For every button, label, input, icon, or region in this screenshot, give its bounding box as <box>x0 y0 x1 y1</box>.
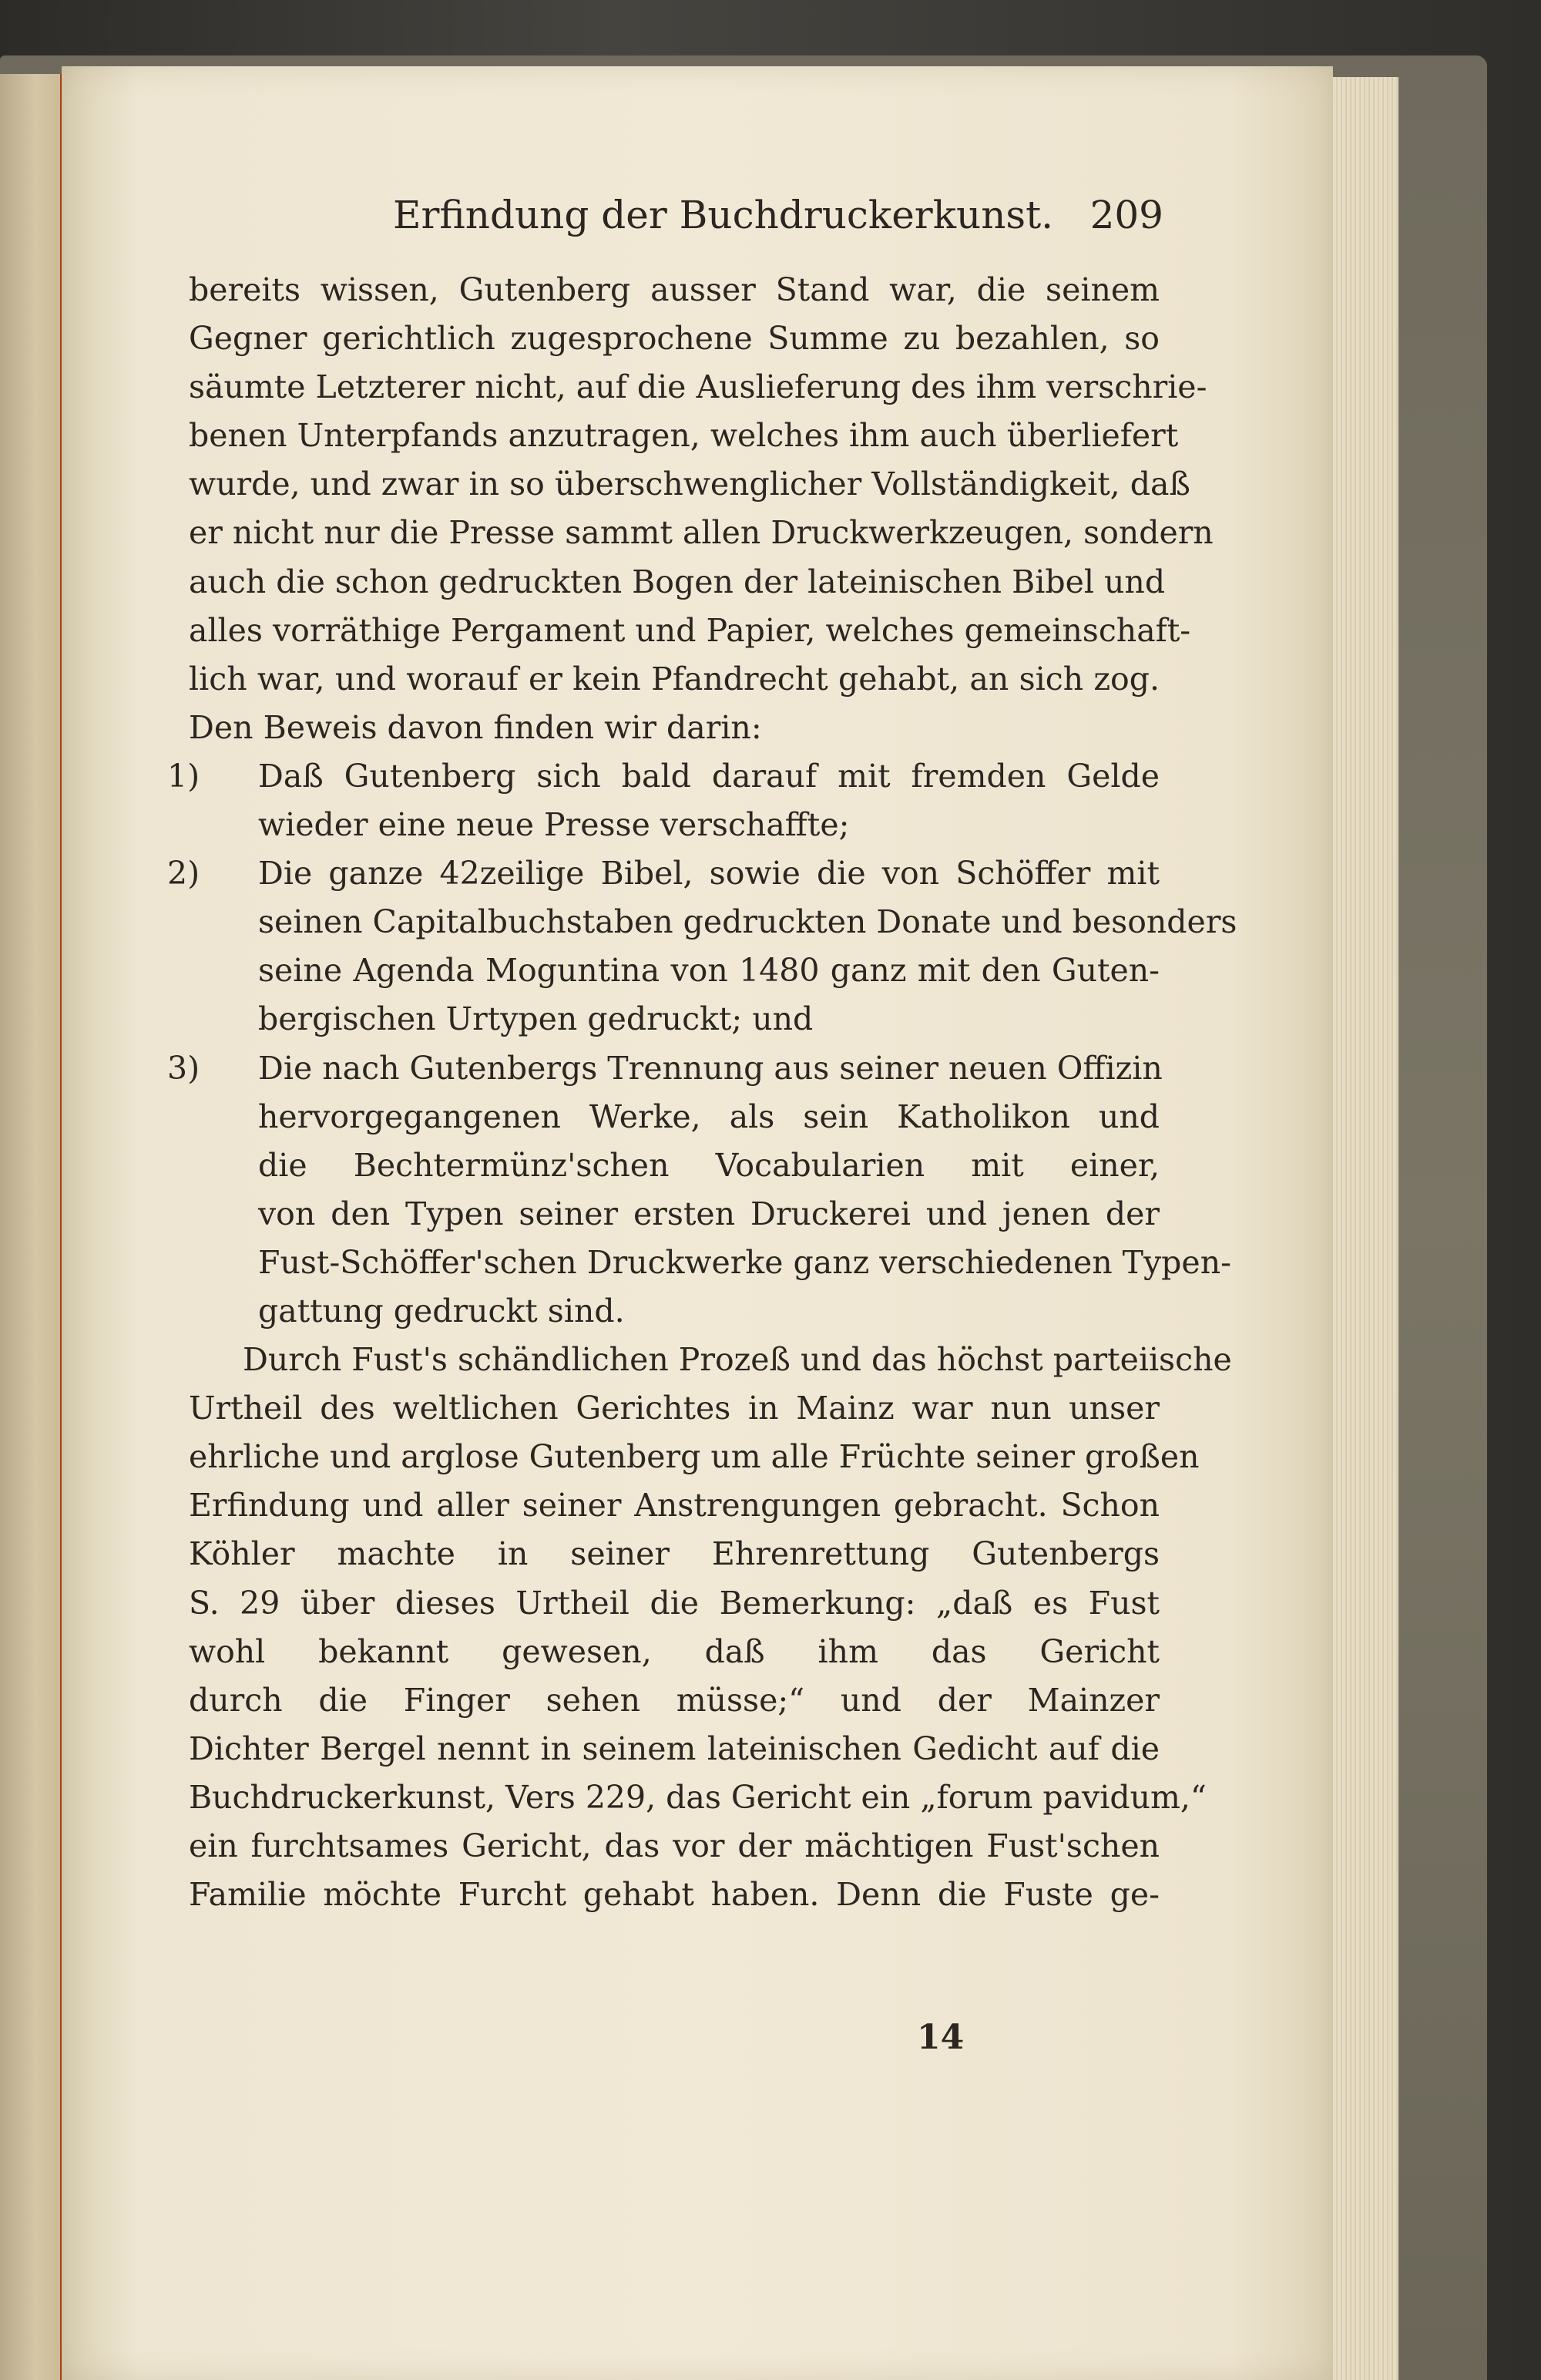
closing-paragraph <box>189 1336 1232 1919</box>
text-line: Köhler machte in seiner Ehrenrettung Gutenbergs <box>189 1535 1160 1573</box>
text-line: bergischen Urtypen gedruckt; und <box>258 1000 814 1038</box>
text-line: die Bechtermünz'schen Vocabularien mit einer, <box>258 1146 1160 1184</box>
text-line: Die nach Gutenbergs Trennung aus seiner neuen Offizin <box>258 1049 1163 1087</box>
text-line: ein furchtsames Gericht, das vor der mächtigen Fust'schen <box>189 1827 1160 1864</box>
list-item-2 <box>167 849 1237 1044</box>
text-line: alles vorräthige Pergament und Papier, welches gemeinschaft- <box>189 611 1191 649</box>
list-item-number: 3) <box>167 1049 200 1087</box>
text-line: Fust-Schöffer'schen Druckwerke ganz verschiedenen Typen- <box>258 1243 1231 1281</box>
text-line: Die ganze 42zeilige Bibel, sowie die von Schöffer mit <box>258 855 1160 892</box>
list-item-1 <box>167 752 1160 849</box>
text-line: wieder eine neue Presse verschaffte; <box>258 806 850 844</box>
text-line: Buchdruckerkunst, Vers 229, das Gericht ein „forum pavidum,“ <box>189 1778 1207 1816</box>
text-line: benen Unterpfands anzutragen, welches ihm auch überliefert <box>189 417 1179 455</box>
running-head: Erfindung der Buchdruckerkunst. <box>393 193 1054 237</box>
intro-paragraph <box>189 266 1214 752</box>
text-line: gattung gedruckt sind. <box>258 1292 625 1330</box>
text-line: durch die Finger sehen müsse;“ und der Mainzer <box>189 1681 1160 1719</box>
list-item-number: 2) <box>167 855 200 892</box>
text-line: Dichter Bergel nennt in seinem lateinischen Gedicht auf die <box>189 1730 1160 1767</box>
text-line: wurde, und zwar in so überschwenglicher Vollständigkeit, daß <box>189 466 1190 503</box>
text-line: bereits wissen, Gutenberg ausser Stand war, die seinem <box>189 271 1160 308</box>
text-line: Gegner gerichtlich zugesprochene Summe zu bezahlen, so <box>189 320 1160 358</box>
text-line: Durch Fust's schändlichen Prozeß und das höchst parteiische <box>243 1341 1232 1379</box>
page-body <box>167 266 1237 1919</box>
signature-mark: 14 <box>917 2018 965 2057</box>
text-line: S. 29 über dieses Urtheil die Bemerkung: „daß es Fust <box>189 1584 1160 1622</box>
text-line: lich war, und worauf er kein Pfandrecht gehabt, an sich zog. <box>189 660 1160 698</box>
text-line: hervorgegangenen Werke, als sein Katholikon und <box>258 1098 1160 1135</box>
text-line: Erfindung und aller seiner Anstrengungen gebracht. Schon <box>189 1487 1160 1524</box>
text-line: säumte Letzterer nicht, auf die Auslieferung des ihm verschrie- <box>189 368 1207 406</box>
text-line: auch die schon gedruckten Bogen der lateinischen Bibel und <box>189 563 1166 600</box>
page-header <box>131 193 1163 254</box>
text-line: er nicht nur die Presse sammt allen Druckwerkzeugen, sondern <box>189 514 1214 552</box>
text-line: wohl bekannt gewesen, daß ihm das Gericht <box>189 1632 1160 1670</box>
text-line: Urtheil des weltlichen Gerichtes in Mainz war nun unser <box>189 1390 1160 1427</box>
text-line: von den Typen seiner ersten Druckerei und jenen der <box>258 1195 1160 1232</box>
text-line: ehrliche und arglose Gutenberg um alle Früchte seiner großen <box>189 1438 1200 1476</box>
previous-page-edge <box>0 74 62 2380</box>
list-item-3 <box>167 1044 1231 1336</box>
list-item-number: 1) <box>167 757 200 795</box>
text-line: Den Beweis davon finden wir darin: <box>189 708 762 746</box>
text-line: seine Agenda Moguntina von 1480 ganz mit den Guten- <box>258 952 1160 990</box>
page-block-edges <box>1329 77 1398 2380</box>
text-line: Daß Gutenberg sich bald darauf mit fremden Gelde <box>258 757 1160 795</box>
page-number: 209 <box>1089 193 1163 237</box>
text-line: seinen Capitalbuchstaben gedruckten Donate und besonders <box>258 903 1237 941</box>
text-line: Familie möchte Furcht gehabt haben. Denn die Fuste ge- <box>189 1876 1160 1914</box>
